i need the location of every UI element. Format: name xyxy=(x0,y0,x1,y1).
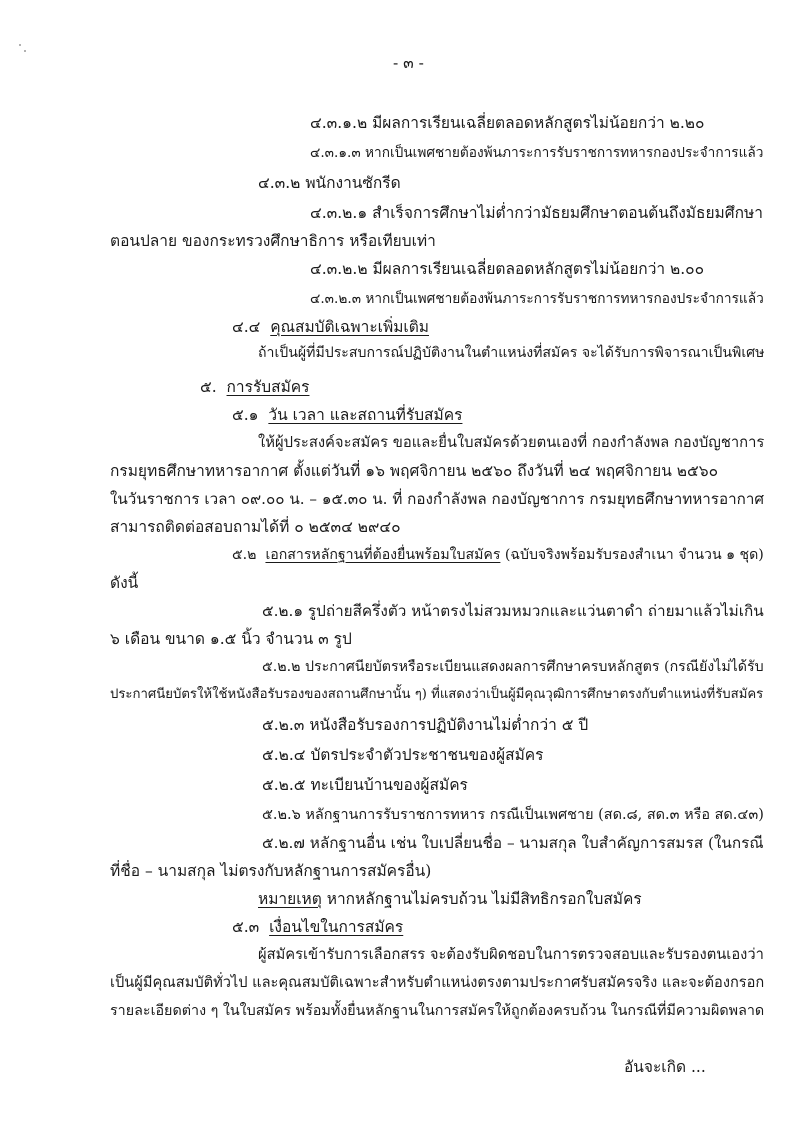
item-4-3-1-3: ๔.๓.๑.๓ หากเป็นเพศชายต้องพ้นภาระการรับราชการทหารกองประจำการแล้ว xyxy=(310,145,764,161)
section-number: ๔.๔ xyxy=(232,318,261,336)
item-5-2-7-continued: ที่ชื่อ – นามสกุล ไม่ตรงกับหลักฐานการสมัครอื่น) xyxy=(110,862,432,880)
item-5-2-4: ๕.๒.๔ บัตรประจำตัวประชาชนของผู้สมัคร xyxy=(262,746,544,764)
section-4-4-heading xyxy=(232,316,429,338)
item-5-2-5: ๕.๒.๕ ทะเบียนบ้านของผู้สมัคร xyxy=(262,776,468,794)
page-number: - ๓ - xyxy=(393,54,424,72)
section-5-3-line-1: ผู้สมัครเข้ารับการเลือกสรร จะต้องรับผิดชอบในการตรวจสอบและรับรองตนเองว่า xyxy=(258,946,764,963)
item-4-3-2-2: ๔.๓.๒.๒ มีผลการเรียนเฉลี่ยตลอดหลักสูตรไม่น้อยกว่า ๒.๐๐ xyxy=(310,260,705,278)
section-title: วัน เวลา และสถานที่รับสมัคร xyxy=(268,406,463,424)
item-5-2-1: ๕.๒.๑ รูปถ่ายสีครึ่งตัว หน้าตรงไม่สวมหมวกและแว่นตาดำ ถ่ายมาแล้วไม่เกิน xyxy=(262,602,764,620)
section-5-3-line-3: รายละเอียดต่าง ๆ ในใบสมัคร พร้อมทั้งยื่นหลักฐานในการสมัครให้ถูกต้องครบถ้วน ในกรณีที่มีความผิดพลาด xyxy=(110,1003,765,1019)
item-5-2-1-continued: ๖ เดือน ขนาด ๑.๕ นิ้ว จำนวน ๓ รูป xyxy=(110,630,352,648)
item-4-3-2-1: ๔.๓.๒.๑ สำเร็จการศึกษาไม่ต่ำกว่ามัธยมศึกษาตอนต้นถึงมัธยมศึกษา xyxy=(310,204,763,222)
item-5-2-7: ๕.๒.๗ หลักฐานอื่น เช่น ใบเปลี่ยนชื่อ – นามสกุล ใบสำคัญการสมรส (ในกรณี xyxy=(262,834,764,852)
section-5-2-continued: ดังนี้ xyxy=(110,574,139,592)
section-5-1-line-1: ให้ผู้ประสงค์จะสมัคร ขอและยื่นใบสมัครด้วยตนเองที่ กองกำลังพล กองบัญชาการ xyxy=(258,434,765,451)
section-title: คุณสมบัติเฉพาะเพิ่มเติม xyxy=(270,318,429,336)
item-4-3-2-1-continued: ตอนปลาย ของกระทรวงศึกษาธิการ หรือเทียบเท่า xyxy=(110,232,436,250)
section-5-1-line-3: ในวันราชการ เวลา ๐๙.๐๐ น. – ๑๕.๓๐ น. ที่ กองกำลังพล กองบัญชาการ กรมยุทธศึกษาทหารอากาศ xyxy=(110,490,764,508)
section-5-1-line-4: สามารถติดต่อสอบถามได้ที่ ๐ ๒๕๓๔ ๒๙๔๐ xyxy=(110,518,401,536)
remark-label: หมายเหตุ xyxy=(258,890,322,908)
section-title: การรับสมัคร xyxy=(226,378,310,396)
section-5-1-line-2: กรมยุทธศึกษาทหารอากาศ ตั้งแต่วันที่ ๑๖ พฤศจิกายน ๒๕๖๐ ถึงวันที่ ๒๔ พฤศจิกายน ๒๕๖๐ xyxy=(110,462,719,480)
section-5-3-line-2: เป็นผู้มีคุณสมบัติทั่วไป และคุณสมบัติเฉพาะสำหรับตำแหน่งตรงตามประกาศรับสมัครจริง และจะต้องกรอก xyxy=(110,974,765,991)
section-5-1-heading xyxy=(232,404,462,426)
item-4-3-1-2: ๔.๓.๑.๒ มีผลการเรียนเฉลี่ยตลอดหลักสูตรไม่น้อยกว่า ๒.๒๐ xyxy=(310,114,705,132)
section-number: ๕.๓ xyxy=(232,918,260,936)
section-number: ๕.๒ xyxy=(232,547,257,563)
item-4-3-2-3: ๔.๓.๒.๓ หากเป็นเพศชายต้องพ้นภาระการรับราชการทหารกองประจำการแล้ว xyxy=(310,291,764,307)
section-5-3-heading xyxy=(232,916,403,938)
section-number: ๕.๑ xyxy=(232,406,259,424)
section-title: เงื่อนไขในการสมัคร xyxy=(269,918,404,936)
remark-text: หากหลักฐานไม่ครบถ้วน ไม่มีสิทธิกรอกใบสมัคร xyxy=(321,890,642,908)
section-5-2-heading xyxy=(232,544,764,566)
item-5-2-3: ๕.๒.๓ หนังสือรับรองการปฏิบัติงานไม่ต่ำกว่า ๕ ปี xyxy=(262,716,589,734)
item-4-3-2-heading: ๔.๓.๒ พนักงานซักรีด xyxy=(258,174,401,192)
scan-speck xyxy=(24,50,26,52)
section-4-4-body: ถ้าเป็นผู้ที่มีประสบการณ์ปฏิบัติงานในตำแหน่งที่สมัคร จะได้รับการพิจารณาเป็นพิเศษ xyxy=(258,345,765,361)
section-title: เอกสารหลักฐานที่ต้องยื่นพร้อมใบสมัคร xyxy=(265,547,501,563)
remark-line xyxy=(258,888,642,910)
scan-speck xyxy=(19,44,21,46)
section-note: (ฉบับจริงพร้อมรับรองสำเนา จำนวน ๑ ชุด) xyxy=(500,547,764,563)
item-5-2-2-continued: ประกาศนียบัตรให้ใช้หนังสือรับรองของสถานศึกษานั้น ๆ) ที่แสดงว่าเป็นผู้มีคุณวุฒิการศึกษาตรงกับตำแหน่งที่รับสมัคร xyxy=(110,687,764,702)
section-number: ๕. xyxy=(200,378,217,396)
continuation-marker: อันจะเกิด ... xyxy=(624,1058,706,1076)
item-5-2-6: ๕.๒.๖ หลักฐานการรับราชการทหาร กรณีเป็นเพศชาย (สด.๘, สด.๓ หรือ สด.๔๓) xyxy=(262,807,764,823)
item-5-2-2: ๕.๒.๒ ประกาศนียบัตรหรือระเบียนแสดงผลการศึกษาครบหลักสูตร (กรณียังไม่ได้รับ xyxy=(262,659,764,675)
section-5-heading xyxy=(200,376,309,398)
